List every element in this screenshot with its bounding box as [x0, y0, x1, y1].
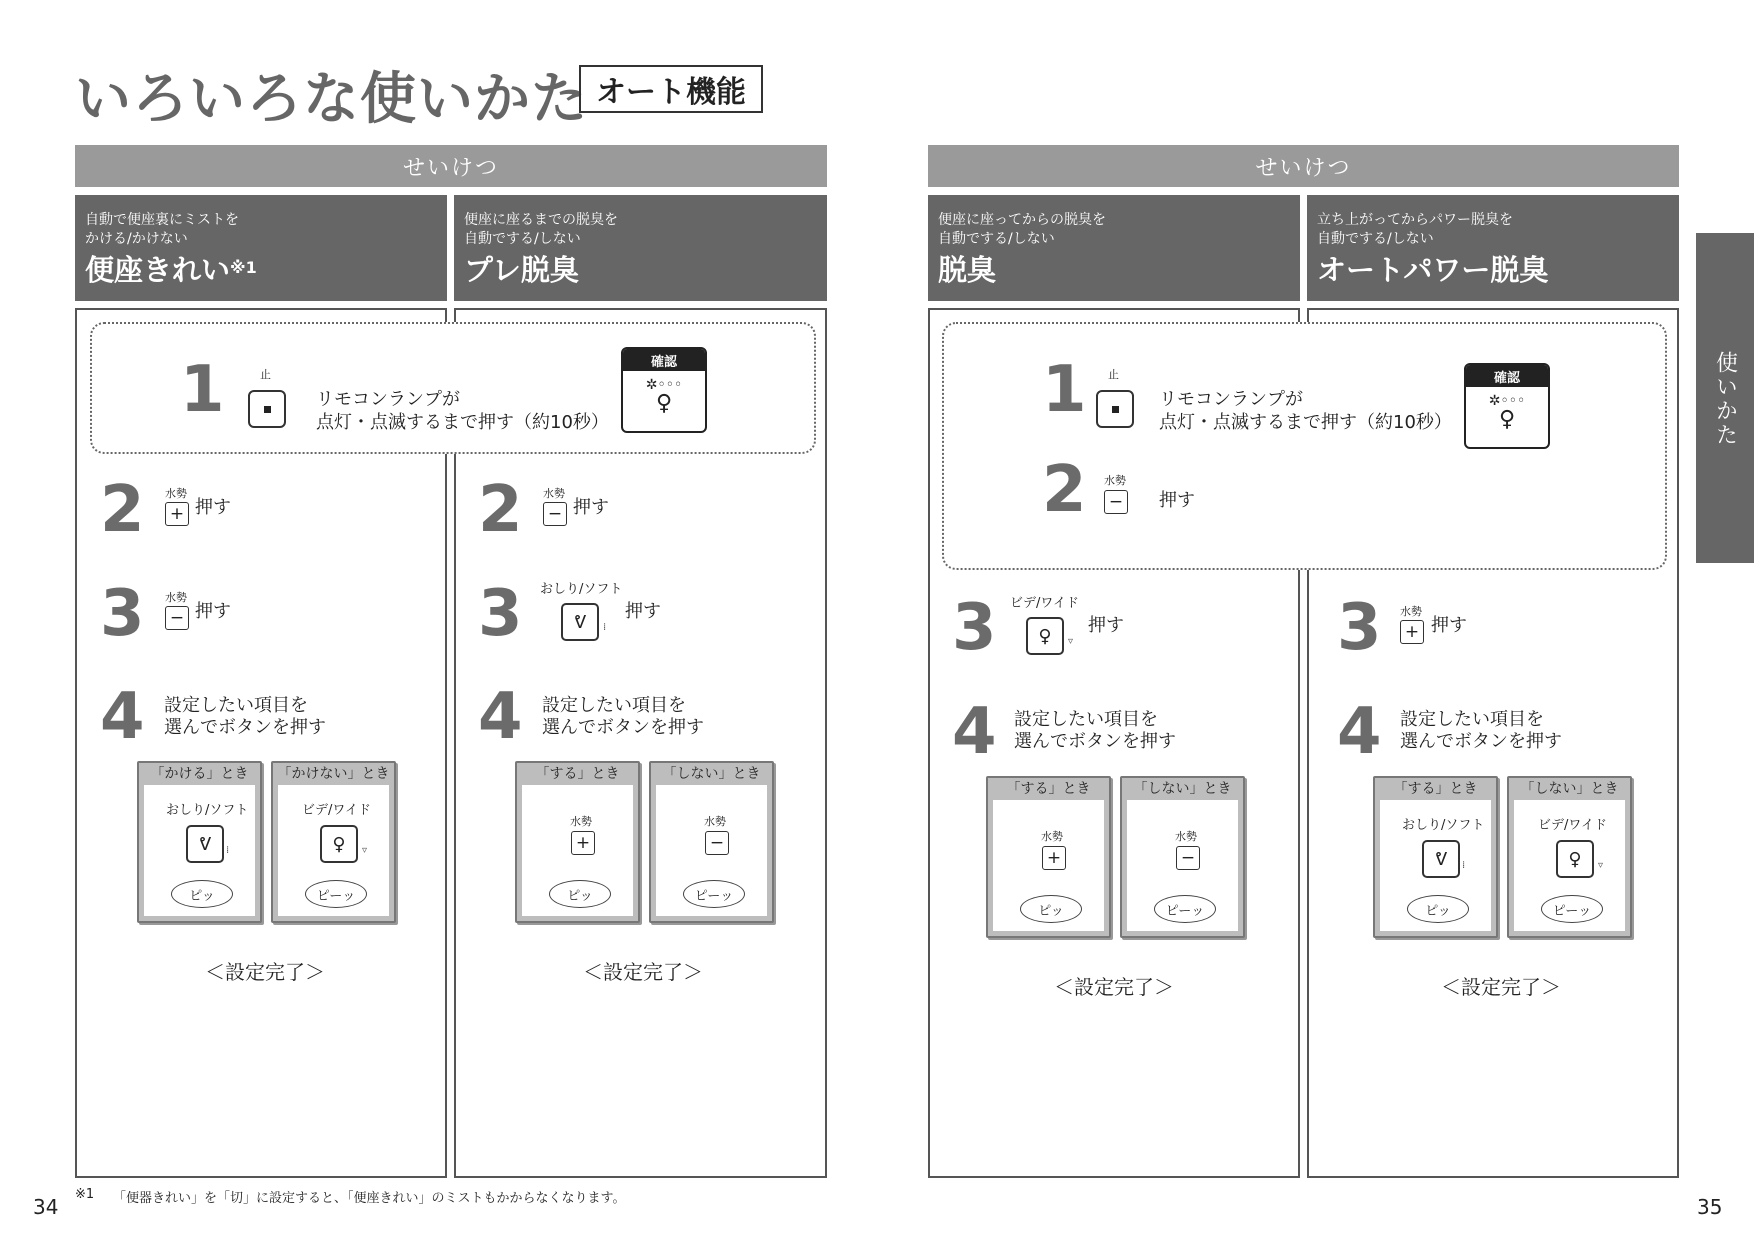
step4-text-line2: 選んでボタンを押す [164, 717, 326, 738]
beep-long-bubble: ピーッ [1541, 895, 1603, 923]
step4-text-line1: 設定したい項目を [1400, 709, 1544, 730]
step-number: 3 [478, 577, 523, 651]
option-card-left [137, 761, 262, 923]
option-heading: 「かける」とき [150, 766, 249, 782]
water-label: 水勢 [1175, 830, 1197, 843]
setting-complete-text: ＜設定完了＞ [205, 960, 325, 984]
spray-dots-icon: ▿ [1598, 860, 1604, 871]
step4-text-line2: 選んでボタンを押す [1400, 731, 1562, 752]
step-number: 4 [952, 695, 997, 769]
option-card-right [1507, 776, 1632, 938]
water-minus-button[interactable]: − [165, 606, 189, 630]
water-minus-button[interactable]: − [1176, 846, 1200, 870]
stop-button[interactable] [248, 390, 286, 428]
option-card-left [1373, 776, 1498, 938]
spray-dots-icon: ▿ [1068, 636, 1074, 647]
oshiri-soft-button[interactable] [1422, 840, 1460, 878]
step-number: 1 [1042, 353, 1087, 427]
bide-person-icon: ♀ [332, 833, 346, 855]
water-minus-button[interactable]: − [705, 831, 729, 855]
beep-long-bubble: ピーッ [1154, 895, 1216, 923]
water-label: 水勢 [704, 815, 726, 828]
page-number-right: 35 [1697, 1195, 1723, 1219]
option-heading: 「しない」とき [1133, 781, 1232, 797]
bide-person-icon: ♀ [1038, 625, 1052, 647]
setting-complete-text: ＜設定完了＞ [1441, 975, 1561, 999]
confirm-lamp-illustration [1464, 363, 1550, 449]
spray-dots-icon: ⁞ [226, 845, 230, 856]
setting-complete-text: ＜設定完了＞ [583, 960, 703, 984]
water-label: 水勢 [543, 487, 565, 500]
push-text: 押す [1088, 615, 1124, 636]
water-plus-button[interactable]: + [571, 831, 595, 855]
footnote-mark: ※1 [75, 1187, 95, 1202]
option-card-left [515, 761, 640, 923]
spray-dots-icon: ⁞ [603, 622, 607, 633]
section-title: 脱臭 [938, 253, 997, 287]
title-tag: オート機能 [579, 65, 763, 113]
water-plus-button[interactable]: + [1042, 846, 1066, 870]
footnote-text: 「便器きれい」を「切」に設定すると、「便座きれい」のミストもかからなくなります。 [113, 1191, 626, 1206]
step-number: 1 [180, 353, 225, 427]
oshiri-spray-icon: ᕓ [1434, 848, 1448, 870]
step-number: 4 [1337, 695, 1382, 769]
water-label: 水勢 [1400, 605, 1422, 618]
push-text: 押す [195, 497, 231, 518]
bide-person-icon: ♀ [1568, 848, 1582, 870]
bide-label: ビデ/ワイド [1538, 818, 1607, 833]
beep-long-bubble: ピーッ [683, 880, 745, 908]
beep-long-bubble: ピーッ [305, 880, 367, 908]
oshiri-label: おしり/ソフト [1402, 818, 1485, 833]
section-desc-line1: 自動で便座裏にミストを [85, 212, 239, 228]
water-minus-button[interactable]: − [543, 502, 567, 526]
option-heading: 「かけない」とき [277, 766, 390, 782]
step4-text-line1: 設定したい項目を [164, 695, 308, 716]
step-number: 4 [478, 680, 523, 754]
stop-dot-icon [264, 406, 271, 413]
lamp-dots-icon: ✲◦◦◦ [1488, 393, 1526, 409]
option-card-right [1120, 776, 1245, 938]
option-heading: 「しない」とき [662, 766, 761, 782]
setting-complete-text: ＜設定完了＞ [1054, 975, 1174, 999]
person-icon: ♀ [655, 391, 673, 416]
step-number: 2 [100, 473, 145, 547]
section-desc-line1: 便座に座ってからの脱臭を [938, 212, 1106, 228]
push-text: 押す [625, 601, 661, 622]
page-title: いろいろな使いかた [75, 67, 588, 132]
option-card-right [649, 761, 774, 923]
step4-text-line2: 選んでボタンを押す [542, 717, 704, 738]
option-heading: 「しない」とき [1520, 781, 1619, 797]
confirm-lamp-illustration [621, 347, 707, 433]
option-card-left [986, 776, 1111, 938]
oshiri-soft-button[interactable] [186, 825, 224, 863]
beep-short-bubble: ピッ [549, 880, 611, 908]
option-heading: 「する」とき [1393, 781, 1478, 797]
stop-button[interactable] [1096, 390, 1134, 428]
section-title: プレ脱臭 [464, 253, 579, 287]
water-minus-button[interactable]: − [1104, 490, 1128, 514]
section-header-benza-kirei [75, 195, 447, 301]
step4-text-line1: 設定したい項目を [1014, 709, 1158, 730]
section-header-auto-power-dasshu [1307, 195, 1679, 301]
option-heading: 「する」とき [1006, 781, 1091, 797]
page-number-left: 34 [33, 1195, 59, 1219]
step1-text-line1: リモコンランプが [1159, 389, 1303, 410]
oshiri-label: おしり/ソフト [166, 803, 249, 818]
footnote-ref: ※1 [230, 258, 257, 277]
section-desc-line2: 自動でする/しない [1317, 231, 1434, 247]
section-header-dasshu [928, 195, 1300, 301]
step-number: 2 [1042, 453, 1087, 527]
push-text: 押す [1159, 490, 1195, 511]
oshiri-soft-button[interactable] [561, 603, 599, 641]
group-header-right: せいけつ [928, 145, 1679, 187]
oshiri-spray-icon: ᕓ [198, 833, 212, 855]
section-title: オートパワー脱臭 [1317, 253, 1549, 287]
beep-short-bubble: ピッ [171, 880, 233, 908]
stop-label: 止 [260, 368, 271, 381]
section-title: 便座きれい [85, 253, 231, 287]
stop-label: 止 [1108, 368, 1119, 381]
water-plus-button[interactable]: + [1400, 620, 1424, 644]
step1-text-line2: 点灯・点滅するまで押す（約10秒） [1159, 412, 1452, 433]
spray-dots-icon: ⁞ [1462, 860, 1466, 871]
step1-text-line2: 点灯・点滅するまで押す（約10秒） [316, 412, 609, 433]
section-desc-line1: 立ち上がってからパワー脱臭を [1317, 212, 1513, 228]
push-text: 押す [195, 601, 231, 622]
beep-short-bubble: ピッ [1407, 895, 1469, 923]
section-header-pre-dasshu [454, 195, 827, 301]
step-number: 2 [478, 473, 523, 547]
push-text: 押す [1431, 615, 1467, 636]
spray-dots-icon: ▿ [362, 845, 368, 856]
bide-wide-button[interactable] [1026, 617, 1064, 655]
bide-label: ビデ/ワイド [302, 803, 371, 818]
side-tab-usage: 使いかた [1696, 233, 1754, 563]
oshiri-label: おしり/ソフト [540, 582, 623, 597]
lamp-header: 確認 [1466, 365, 1548, 387]
step-number: 3 [100, 577, 145, 651]
beep-short-bubble: ピッ [1020, 895, 1082, 923]
bide-wide-button[interactable] [320, 825, 358, 863]
section-desc-line2: 自動でする/しない [464, 231, 581, 247]
section-desc-line1: 便座に座るまでの脱臭を [464, 212, 618, 228]
bide-label: ビデ/ワイド [1010, 596, 1079, 611]
step-number: 4 [100, 680, 145, 754]
lamp-dots-icon: ✲◦◦◦ [645, 377, 683, 393]
step4-text-line1: 設定したい項目を [542, 695, 686, 716]
group-header-left: せいけつ [75, 145, 827, 187]
water-label: 水勢 [165, 487, 187, 500]
person-icon: ♀ [1498, 407, 1516, 432]
step-number: 3 [952, 591, 997, 665]
water-label: 水勢 [165, 591, 187, 604]
water-label: 水勢 [1041, 830, 1063, 843]
oshiri-spray-icon: ᕓ [573, 611, 587, 633]
section-desc-line2: 自動でする/しない [938, 231, 1055, 247]
step4-text-line2: 選んでボタンを押す [1014, 731, 1176, 752]
lamp-header: 確認 [623, 349, 705, 371]
bide-wide-button[interactable] [1556, 840, 1594, 878]
water-label: 水勢 [1104, 474, 1126, 487]
section-desc-line2: かける/かけない [85, 231, 188, 247]
step-number: 3 [1337, 591, 1382, 665]
step1-text-line1: リモコンランプが [316, 389, 460, 410]
push-text: 押す [573, 497, 609, 518]
stop-dot-icon [1112, 406, 1119, 413]
option-card-right [271, 761, 396, 923]
water-label: 水勢 [570, 815, 592, 828]
option-heading: 「する」とき [535, 766, 620, 782]
water-plus-button[interactable]: + [165, 502, 189, 526]
